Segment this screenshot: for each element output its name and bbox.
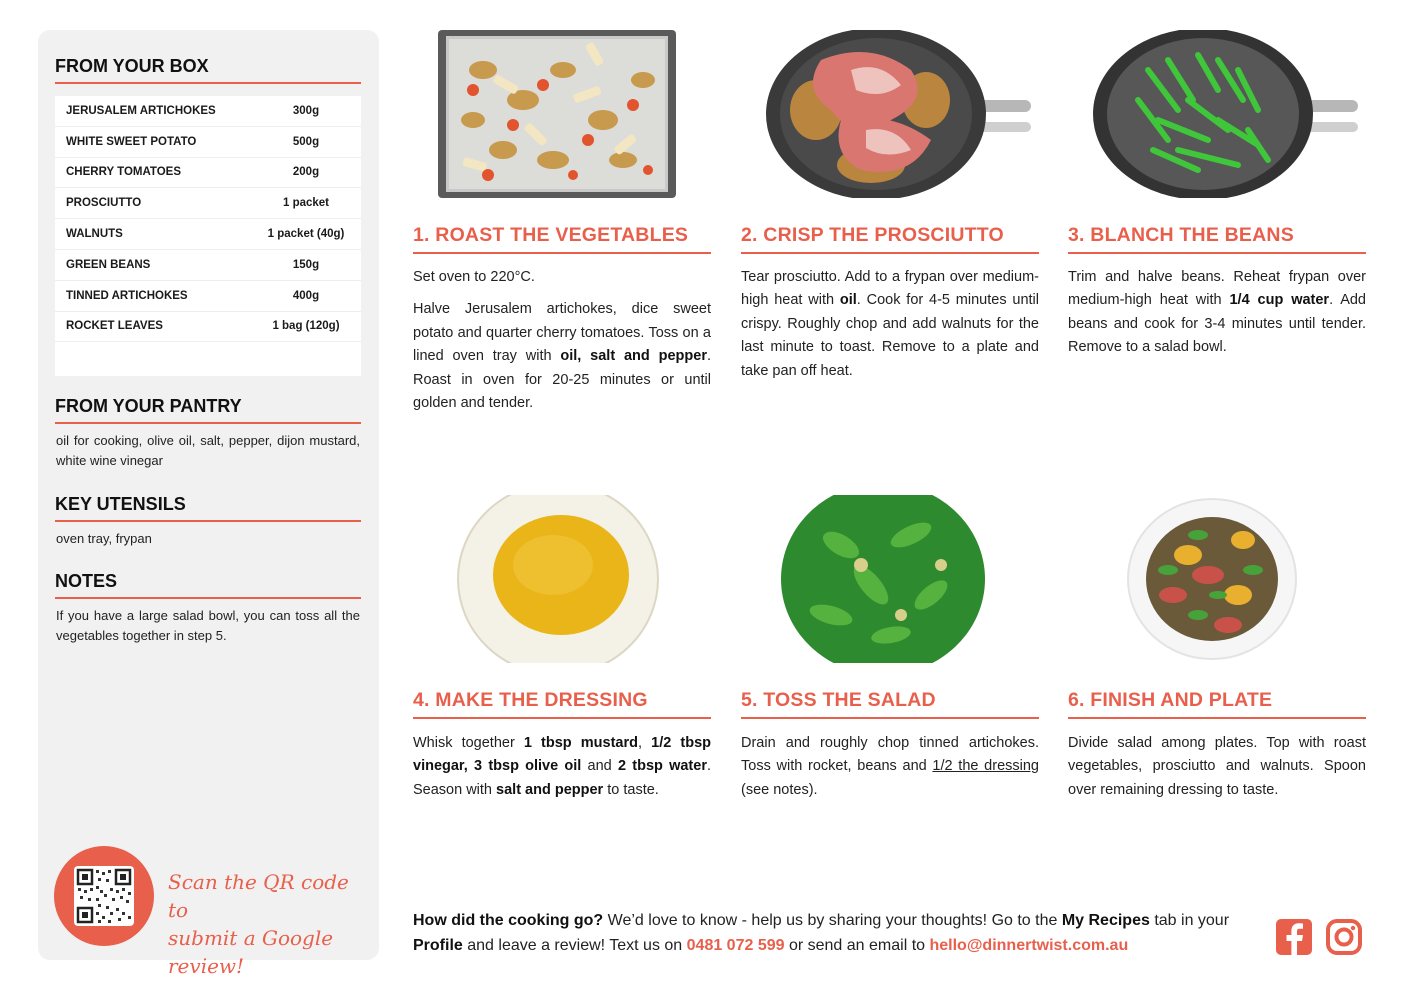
- step-1-photo: [413, 30, 711, 198]
- ingredient-row: [55, 127, 361, 158]
- ingredient-qty: 500g: [292, 135, 320, 148]
- ingredient-qty: 400g: [292, 289, 320, 302]
- text-span: Tear prosciutto. Add to a frypan over medium-high heat with: [741, 269, 1039, 309]
- step-3-title: 3. BLANCH THE BEANS: [1068, 224, 1366, 254]
- footer-text: We’d love to know - help us by sharing your thoughts! Go to the: [603, 912, 1062, 929]
- step-4-para-1: [413, 732, 711, 802]
- ingredient-name: WHITE SWEET POTATO: [66, 135, 197, 148]
- ingredient-qty: 150g: [292, 258, 320, 271]
- step-4-photo: [413, 495, 711, 663]
- utensils-heading: KEY UTENSILS: [55, 494, 361, 522]
- text-span: Halve Jerusalem artichokes, dice sweet potato and quarter cherry tomatoes. Toss on a lined oven tray with: [413, 301, 711, 365]
- step-1-para-1: Set oven to 220°C.: [413, 269, 535, 285]
- ingredient-qty: 1 packet (40g): [267, 228, 345, 241]
- footer-profile: Profile: [413, 937, 463, 954]
- step-6-title: 6. FINISH AND PLATE: [1068, 689, 1366, 719]
- notes-text: If you have a large salad bowl, you can toss all the vegetables together in step 5.: [56, 608, 360, 643]
- qr-code-icon: [74, 866, 134, 926]
- email-link[interactable]: hello@dinnertwist.com.au: [929, 937, 1129, 954]
- text-span: and: [581, 758, 618, 775]
- notes-heading: NOTES: [55, 571, 361, 599]
- step-4-text: [413, 732, 711, 811]
- pantry-text: oil for cooking, olive oil, salt, pepper, dijon mustard, white wine vinegar: [56, 433, 360, 468]
- instagram-icon[interactable]: [1325, 918, 1363, 956]
- ingredient-row: [55, 250, 361, 281]
- ingredient-row: [55, 188, 361, 219]
- ingredient-name: TINNED ARTICHOKES: [66, 289, 188, 302]
- pantry-heading: FROM YOUR PANTRY: [55, 396, 361, 424]
- step-2-photo: [741, 30, 1039, 198]
- step-3-para-1: [1068, 266, 1366, 360]
- step-4-title: 4. MAKE THE DRESSING: [413, 689, 711, 719]
- text-span: (see notes).: [741, 781, 818, 798]
- step-3-text: [1068, 266, 1366, 369]
- ingredient-table: [55, 96, 361, 376]
- footer-question: How did the cooking go?: [413, 912, 604, 929]
- feedback-footer: [413, 908, 1263, 958]
- text-span: Whisk together: [413, 735, 524, 751]
- from-your-box-heading: FROM YOUR BOX: [55, 56, 361, 84]
- qr-caption-line: submit a Google review!: [168, 926, 334, 978]
- utensils-text: oven tray, frypan: [56, 531, 152, 546]
- ingredient-qty: 1 packet: [282, 197, 330, 210]
- bold-span: 1/2 tbsp vinegar, 3 tbsp olive oil: [413, 735, 711, 775]
- sidebar: [38, 30, 379, 978]
- ingredient-row: [55, 96, 361, 127]
- ingredient-name: ROCKET LEAVES: [66, 320, 163, 333]
- qr-caption: [168, 868, 368, 980]
- ingredient-qty: 200g: [292, 166, 320, 179]
- bold-span: 2 tbsp water: [617, 758, 707, 775]
- step-5-para-1: [741, 732, 1039, 802]
- qr-caption-line: Scan the QR code to: [168, 870, 349, 922]
- step-6-photo: [1068, 495, 1366, 663]
- step-1-text: [413, 266, 711, 424]
- ingredient-name: CHERRY TOMATOES: [66, 166, 182, 179]
- step-5-title: 5. TOSS THE SALAD: [741, 689, 1039, 719]
- ingredient-name: WALNUTS: [66, 228, 123, 241]
- ingredient-qty: 300g: [292, 104, 320, 117]
- step-6-text: [1068, 732, 1366, 811]
- text-span: . Roast in oven for 20-25 minutes or until golden and tender.: [413, 348, 711, 412]
- text-span: Trim and halve beans. Reheat frypan over medium-high heat with: [1068, 269, 1366, 309]
- footer-text: and leave a review! Text us on: [462, 937, 687, 954]
- step-1-title: 1. ROAST THE VEGETABLES: [413, 224, 711, 254]
- step-2-text: [741, 266, 1039, 392]
- text-span: . Season with: [413, 758, 711, 798]
- footer-text: tab in your: [1149, 912, 1230, 929]
- ingredient-name: PROSCIUTTO: [66, 197, 142, 210]
- step-3-photo: [1068, 30, 1366, 198]
- ingredient-row: [55, 219, 361, 250]
- bold-span: 1 tbsp mustard: [523, 735, 638, 751]
- text-span: to taste.: [603, 781, 659, 798]
- step-2-para-1: [741, 266, 1039, 383]
- bold-span: salt and pepper: [496, 781, 604, 798]
- qr-code-badge[interactable]: [54, 846, 154, 946]
- ingredient-row: [55, 312, 361, 343]
- text-span: ,: [637, 735, 652, 751]
- footer-text: or send an email to: [784, 937, 930, 954]
- footer-my-recipes: My Recipes: [1061, 912, 1150, 929]
- facebook-icon[interactable]: [1275, 918, 1313, 956]
- step-6-para-1: Divide salad among plates. Top with roast vegetables, prosciutto and walnuts. Spoon over remaining dressing to taste.: [1068, 735, 1366, 798]
- ingredient-name: JERUSALEM ARTICHOKES: [66, 104, 216, 117]
- ingredient-row: [55, 281, 361, 312]
- ingredient-qty: 1 bag (120g): [272, 320, 340, 333]
- underlined-span: 1/2 the dressing: [932, 758, 1039, 775]
- bold-span: 1/4 cup water: [1229, 292, 1330, 309]
- bold-span: oil: [839, 292, 857, 309]
- step-2-title: 2. CRISP THE PROSCIUTTO: [741, 224, 1039, 254]
- text-span: . Cook for 4-5 minutes until crispy. Roughly chop and add walnuts for the last minute to toast. Remove to a plate and take pan off heat.: [741, 292, 1039, 379]
- ingredient-row: [55, 158, 361, 189]
- ingredient-name: GREEN BEANS: [66, 258, 151, 271]
- text-span: . Add beans and cook for 3-4 minutes until tender. Remove to a salad bowl.: [1068, 292, 1366, 356]
- bold-span: oil, salt and pepper: [560, 348, 707, 365]
- step-1-para-2: [413, 298, 711, 415]
- text-span: Drain and roughly chop tinned artichokes. Toss with rocket, beans and: [741, 735, 1039, 775]
- step-5-photo: [741, 495, 1039, 663]
- phone-link[interactable]: 0481 072 599: [686, 937, 785, 954]
- step-5-text: [741, 732, 1039, 811]
